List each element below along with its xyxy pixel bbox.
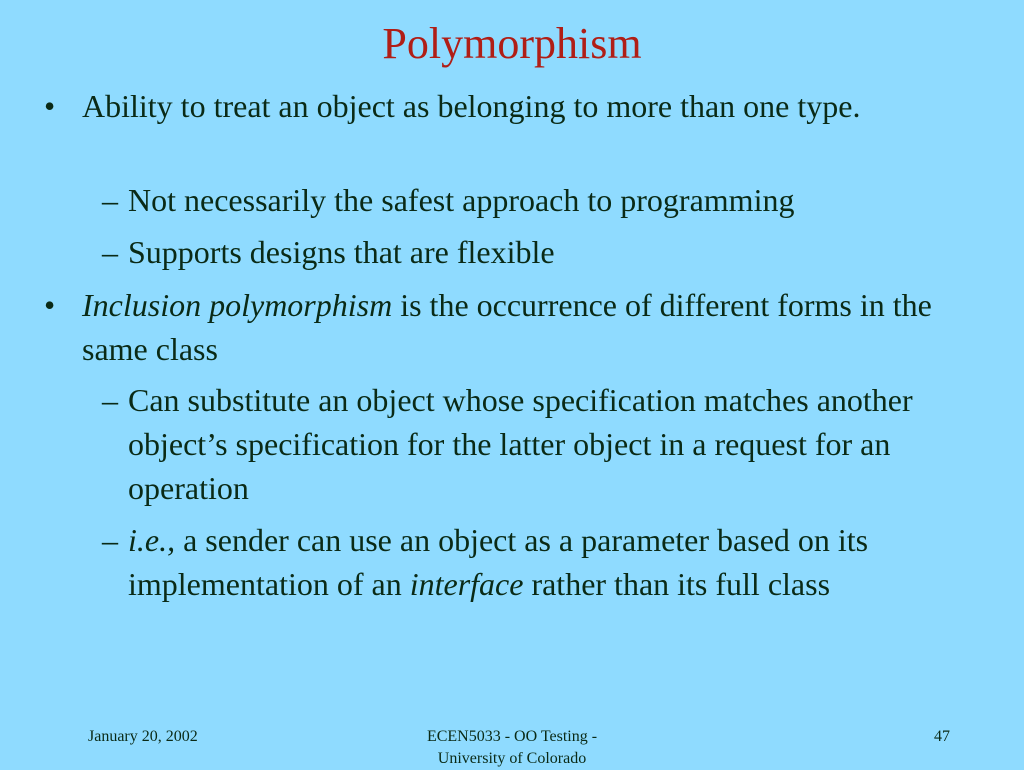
italic-term: interface [409, 566, 524, 602]
bullet-text: Ability to treat an object as belonging to more than one type. [82, 88, 861, 124]
footer-course [390, 726, 634, 770]
italic-term: Inclusion polymorphism [82, 287, 393, 323]
italic-abbrev: i.e., [128, 522, 176, 558]
bullet-text [82, 283, 982, 371]
footer-page-number: 47 [934, 728, 950, 745]
bullet-marker: • [44, 287, 56, 323]
footer-date: January 20, 2002 [88, 728, 198, 745]
sub-bullet-text [128, 518, 988, 606]
footer-course-line2: University of Colorado [437, 750, 587, 767]
slide-title: Polymorphism [382, 19, 642, 68]
footer-course-line1: ECEN5033 - OO Testing - [426, 728, 598, 745]
sub-bullet-text-part1: a sender can use an object as a parameter based on its implementation of an [128, 522, 869, 602]
bullet-text-rest: is the occurrence of different forms in the same class [82, 287, 932, 367]
sub-bullet-text: Can substitute an object whose specification matches another object’s specification for the latter object in a request for an operation [128, 382, 913, 506]
sub-bullet-text: Not necessarily the safest approach to programming [128, 182, 795, 218]
sub-bullet-marker: – [102, 522, 118, 558]
bullet-marker: • [44, 88, 56, 124]
sub-bullet-text: Supports designs that are flexible [128, 234, 555, 270]
sub-bullet-marker: – [102, 382, 118, 418]
sub-bullet-marker: – [102, 234, 118, 270]
sub-bullet-marker: – [102, 182, 118, 218]
sub-bullet-text-part2: rather than its full class [523, 566, 831, 602]
